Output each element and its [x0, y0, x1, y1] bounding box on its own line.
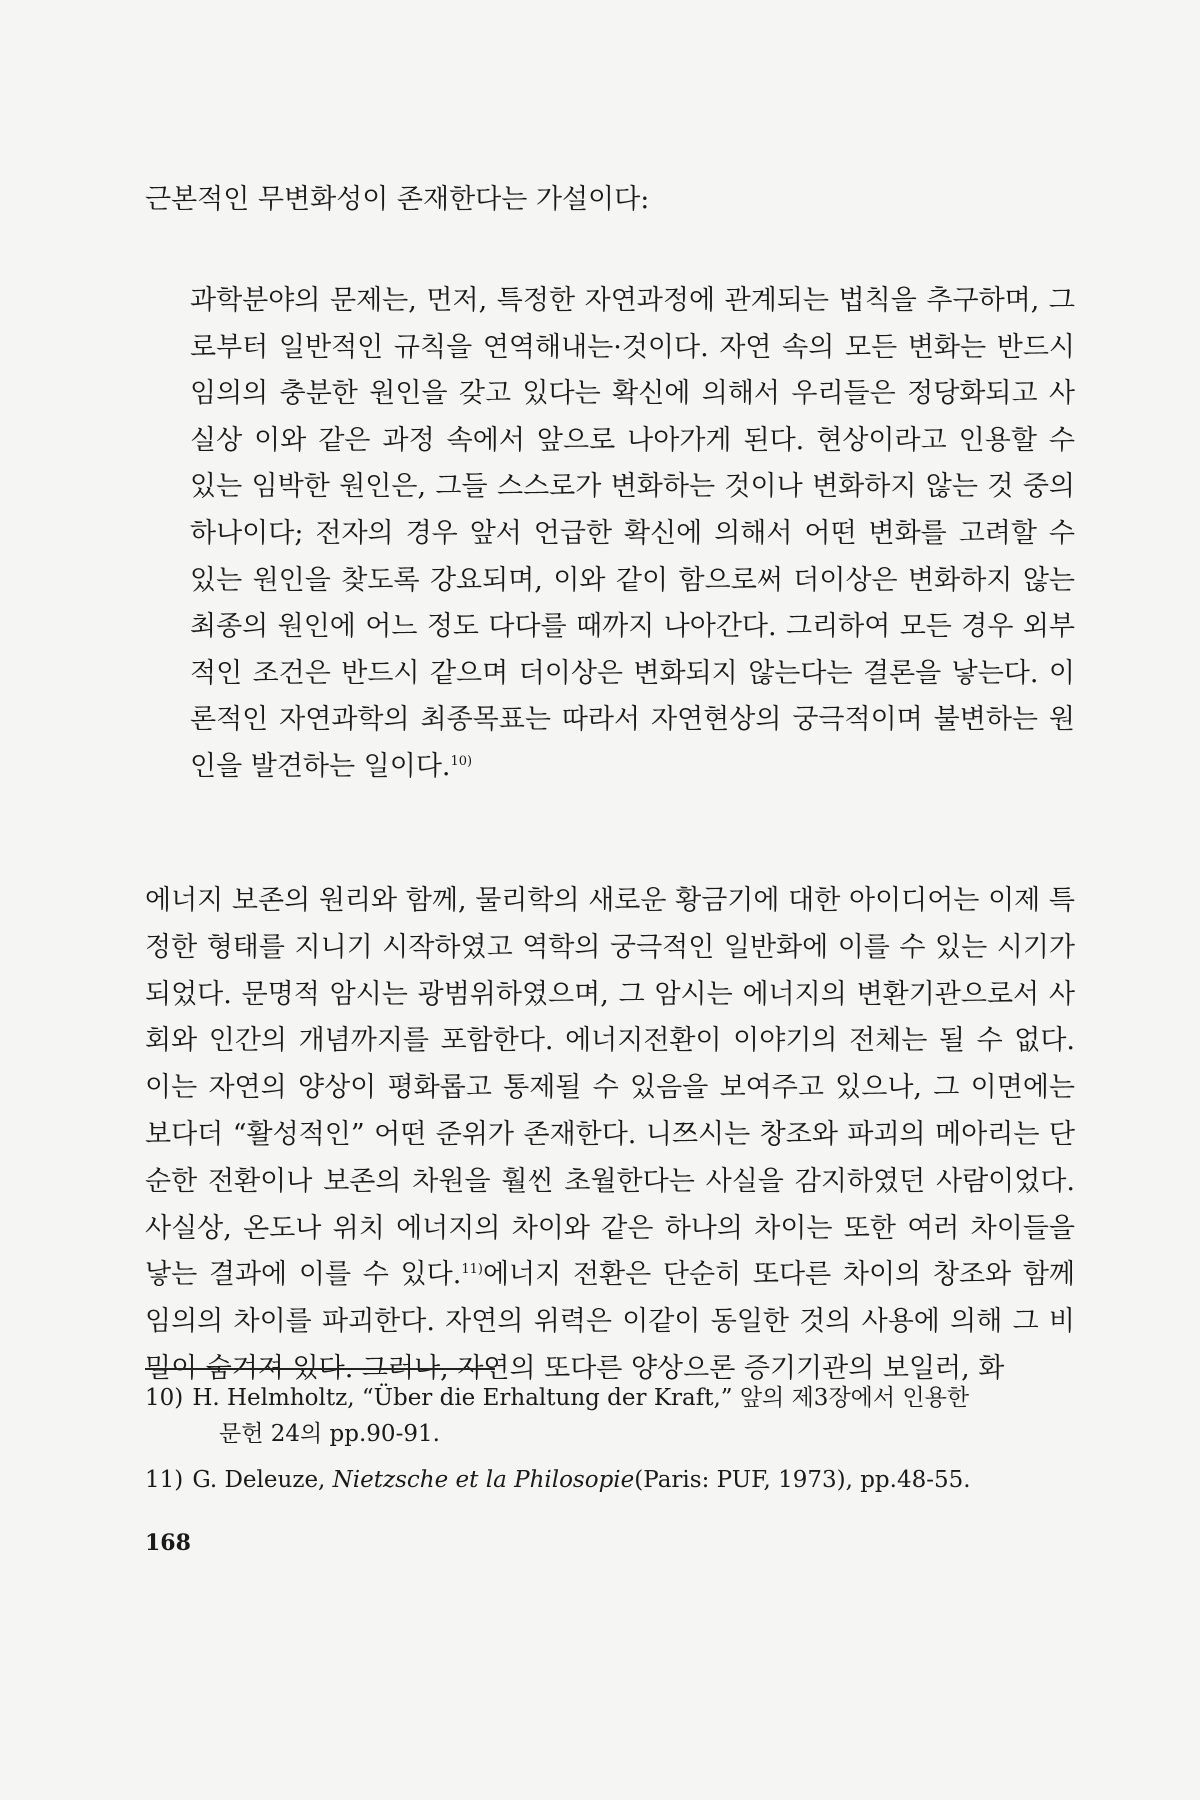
footnote-ref-10[interactable]: 10) — [450, 753, 473, 769]
footnote-divider — [145, 1368, 495, 1370]
page-number: 168 — [145, 1530, 191, 1556]
footnote-10 — [145, 1380, 1075, 1452]
footnote-ref-11[interactable]: 11) — [461, 1262, 483, 1278]
footnote-text: H. Helmholtz, “Über die Erhaltung der Kraft,” 앞의 제3장에서 인용한 — [192, 1385, 970, 1411]
body-paragraph — [145, 878, 1075, 1393]
body-text-part2: 에너지 전환은 단순히 또다른 차이의 창조와 함께 임의의 차이를 파괴한다. 자연의 위력은 이같이 동일한 것의 사용에 의해 그 비밀이 숨겨져 있다. 그러나, 자연의 또다른 양상으론 증기기관의 보일러, 화 — [145, 1259, 1076, 1384]
footnote-11 — [145, 1462, 1075, 1498]
footnote-author: G. Deleuze, — [192, 1467, 333, 1493]
footnote-book-title: Nietzsche et la Philosopie — [332, 1467, 635, 1493]
intro-line — [145, 178, 1075, 222]
block-quote — [190, 278, 1075, 791]
body-text-part1: 에너지 보존의 원리와 함께, 물리학의 새로운 황금기에 대한 아이디어는 이제 특정한 형태를 지니기 시작하였고 역학의 궁극적인 일반화에 이를 수 있는 시기가 되었다. 문명적 암시는 광범위하였으며, 그 암시는 에너지의 변환기관으로서 사회와 인간의 개념까지를 포함한다. 에너지전환이 이야기의 전체는 될 수 없다. 이는 자연의 양상이 평화롭고 통제될 수 있음을 보여주고 있으나, 그 이면에는 보다더 “활성적인” 어떤 준위가 존재한다. 니쯔시는 창조와 파괴의 메아리는 단순한 전환이나 보존의 차원을 훨씬 초월한다는 사실을 감지하였던 사람이었다. 사실상, 온도나 위치 에너지의 차이와 같은 하나의 차이는 또한 여러 차이들을 낳는 결과에 이를 수 있다. — [145, 885, 1075, 1291]
footnote-number: 10) — [145, 1385, 184, 1411]
footnote-number: 11) — [145, 1467, 184, 1493]
intro-text: 근본적인 무변화성이 존재한다는 가설이다: — [145, 184, 650, 215]
quote-text: 과학분야의 문제는, 먼저, 특정한 자연과정에 관계되는 법칙을 추구하며, 그로부터 일반적인 규칙을 연역해내는·것이다. 자연 속의 모든 변화는 반드시 임의의 충분한 원인을 갖고 있다는 확신에 의해서 우리들은 정당화되고 사실상 이와 같은 과정 속에서 앞으로 나아가게 된다. 현상이라고 인용할 수 있는 임박한 원인은, 그들 스스로가 변화하는 것이나 변화하지 않는 것 중의 하나이다; 전자의 경우 앞서 언급한 확신에 의해서 어떤 변화를 고려할 수 있는 원인을 찾도록 강요되며, 이와 같이 함으로써 더이상은 변화하지 않는 최종의 원인에 어느 정도 다다를 때까지 나아간다. 그리하여 모든 경우 외부적인 조건은 반드시 같으며 더이상은 변화되지 않는다는 결론을 낳는다. 이론적인 자연과학의 최종목표는 따라서 자연현상의 궁극적이며 불변하는 원인을 발견하는 일이다. — [190, 285, 1075, 782]
footnote-text-continued: 문헌 24의 pp.90-91. — [219, 1421, 440, 1447]
footnote-citation: (Paris: PUF, 1973), pp.48-55. — [634, 1467, 971, 1493]
